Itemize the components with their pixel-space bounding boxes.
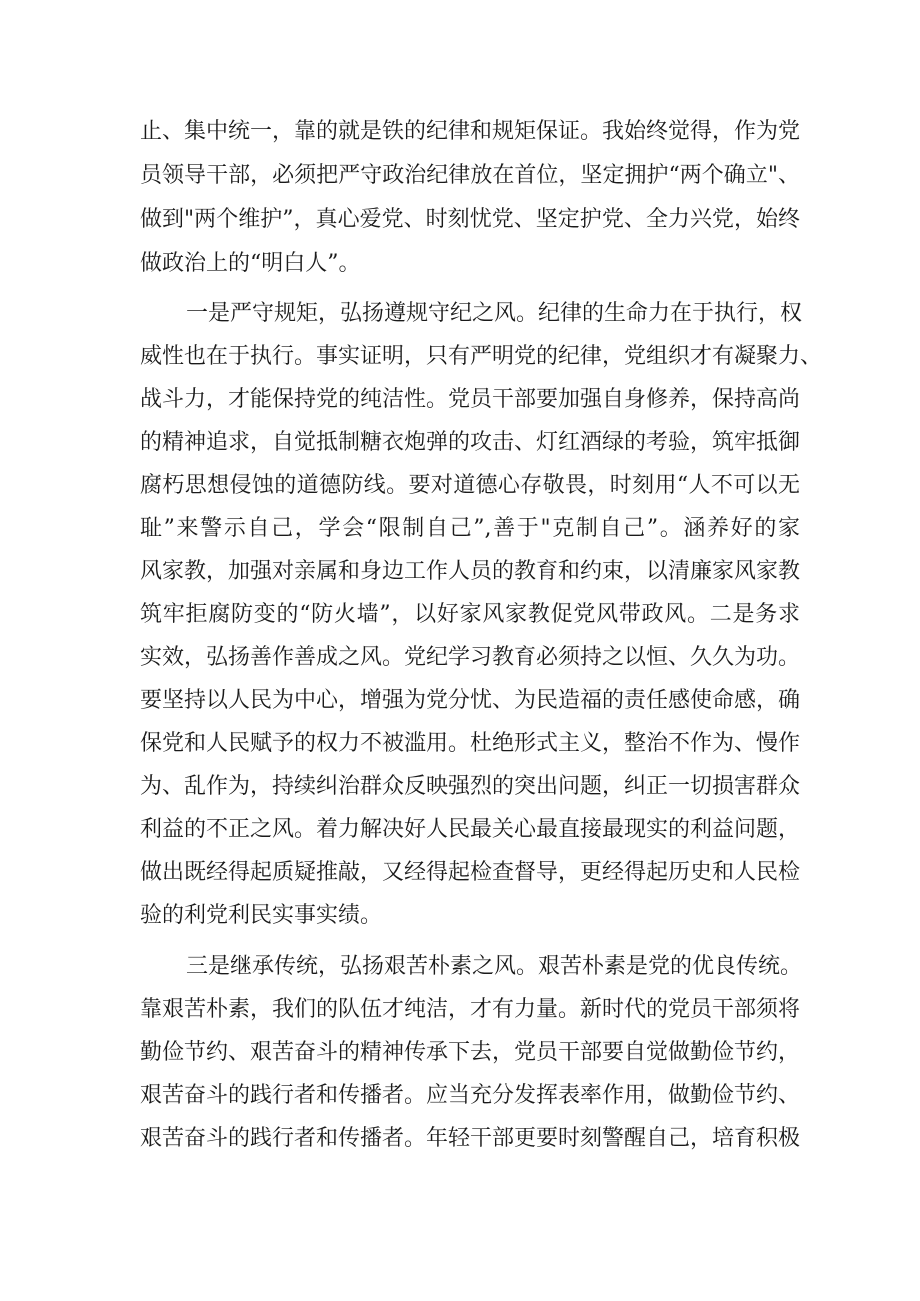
- text-line: 腐朽思想侵蚀的道德防线。要对道德心存敬畏，时刻用“人不可以无: [140, 473, 800, 498]
- text-line: 做政治上的“明白人”。: [140, 251, 361, 276]
- text-line: 三是继承传统，弘扬艰苦朴素之风。艰苦朴素是党的优良传统。: [186, 954, 803, 979]
- text-line: 保党和人民赋予的权力不被滥用。杜绝形式主义，整治不作为、慢作: [140, 731, 801, 756]
- text-line: 的精神追求，自觉抵制糖衣炮弹的攻击、灯红酒绿的考验，筑牢抵御: [140, 430, 801, 455]
- text-line: 利益的不正之风。着力解决好人民最关心最直接最现实的利益问题，: [140, 817, 801, 842]
- text-line: 为、乱作为，持续纠治群众反映强烈的突出问题，纠正一切损害群众: [140, 774, 801, 799]
- text-line: 靠艰苦朴素，我们的队伍才纯洁，才有力量。新时代的党员干部须将: [140, 997, 801, 1022]
- text-line: 做到"两个维护”，真心爱党、时刻忧党、坚定护党、全力兴党，始终: [140, 207, 800, 232]
- text-line: 耻”来警示自己，学会“限制自己”,善于"克制自己”。涵养好的家: [140, 516, 800, 541]
- text-line: 做出既经得起质疑推敲，又经得起检查督导，更经得起历史和人民检: [140, 860, 801, 885]
- text-line: 艰苦奋斗的践行者和传播者。年轻干部更要时刻警醒自己，培育积极: [140, 1126, 801, 1151]
- text-line: 实效，弘扬善作善成之风。党纪学习教育必须持之以恒、久久为功。: [140, 645, 801, 670]
- text-line: 筑牢拒腐防变的“防火墙”，以好家风家教促党风带政风。二是务求: [140, 602, 800, 627]
- text-line: 验的利党利民实事实绩。: [140, 903, 383, 928]
- text-line: 员领导干部，必须把严守政治纪律放在首位，坚定拥护“两个确立"、: [140, 163, 800, 188]
- text-line: 战斗力，才能保持党的纯洁性。党员干部要加强自身修养，保持高尚: [140, 387, 801, 412]
- text-line: 要坚持以人民为中心，增强为党分忧、为民造福的责任感使命感，确: [140, 688, 801, 713]
- text-line: 勤俭节约、艰苦奋斗的精神传承下去，党员干部要自觉做勤俭节约，: [140, 1040, 801, 1065]
- text-line: 止、集中统一，靠的就是铁的纪律和规矩保证。我始终觉得，作为党: [140, 119, 801, 144]
- text-line: 一是严守规矩，弘扬遵规守纪之风。纪律的生命力在于执行，权: [186, 301, 803, 326]
- text-line: 风家教，加强对亲属和身边工作人员的教育和约束，以清廉家风家教: [140, 559, 801, 584]
- text-line: 威性也在于执行。事实证明，只有严明党的纪律，党组织才有凝聚力、: [140, 344, 823, 369]
- text-line: 艰苦奋斗的践行者和传播者。应当充分发挥表率作用，做勤俭节约、: [140, 1083, 801, 1108]
